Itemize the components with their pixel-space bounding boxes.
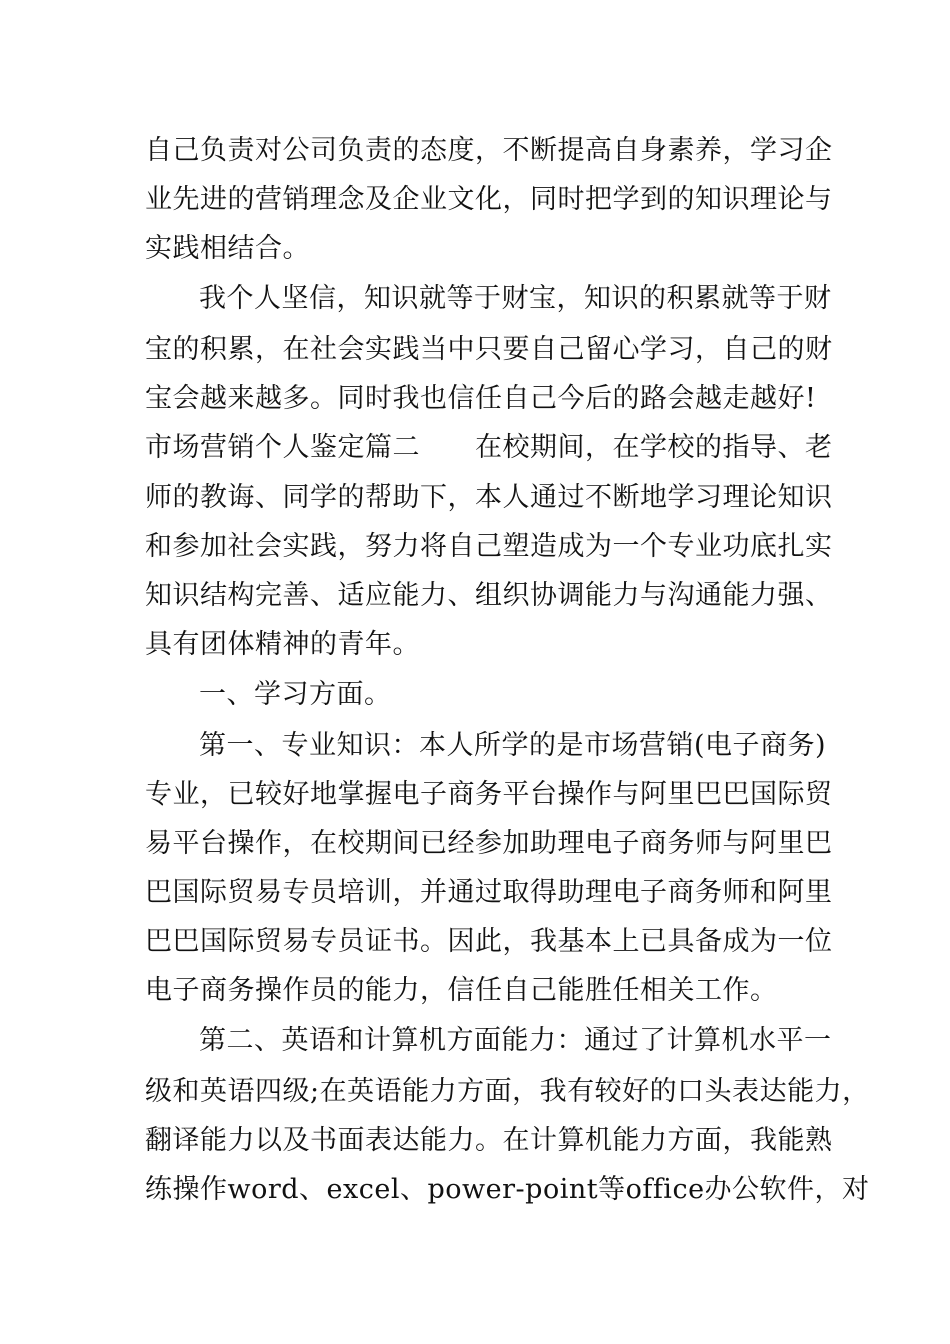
text-line: 师的教诲、同学的帮助下，本人通过不断地学习理论知识 xyxy=(145,482,833,513)
text-line: 业先进的营销理念及企业文化，同时把学到的知识理论与 xyxy=(145,184,833,215)
text-line: 宝会越来越多。同时我也信任自己今后的路会越走越好! xyxy=(145,383,817,414)
text-line: 我个人坚信，知识就等于财宝，知识的积累就等于财 xyxy=(199,283,832,314)
text-line: 知识结构完善、适应能力、组织协调能力与沟通能力强、 xyxy=(145,580,833,611)
text-line: 巴巴国际贸易专员证书。因此，我基本上已具备成为一位 xyxy=(145,926,833,957)
text-line: 宝的积累，在社会实践当中只要自己留心学习，自己的财 xyxy=(145,334,833,365)
subheading-line: 一、学习方面。 xyxy=(199,679,392,710)
text-line: 巴国际贸易专员培训，并通过取得助理电子商务师和阿里 xyxy=(145,877,833,908)
text-line: 具有团体精神的青年。 xyxy=(145,629,420,660)
text-line: 第二、英语和计算机方面能力：通过了计算机水平一 xyxy=(199,1025,832,1056)
section-heading-line: 市场营销个人鉴定篇二 在校期间，在学校的指导、老 xyxy=(145,432,833,463)
text-line: 翻译能力以及书面表达能力。在计算机能力方面，我能熟 xyxy=(145,1125,833,1156)
text-line: 练操作word、excel、power-point等office办公软件，对 xyxy=(145,1174,870,1205)
text-line: 易平台操作，在校期间已经参加助理电子商务师与阿里巴 xyxy=(145,828,833,859)
text-line: 电子商务操作员的能力，信任自己能胜任相关工作。 xyxy=(145,975,778,1006)
text-line: 级和英语四级;在英语能力方面，我有较好的口头表达能力， xyxy=(145,1076,870,1107)
text-line: 和参加社会实践，努力将自己塑造成为一个专业功底扎实 xyxy=(145,531,833,562)
text-line: 实践相结合。 xyxy=(145,233,310,264)
text-line: 专业，已较好地掌握电子商务平台操作与阿里巴巴国际贸 xyxy=(145,779,833,810)
text-line: 第一、专业知识：本人所学的是市场营销(电子商务) xyxy=(199,730,827,761)
text-line: 自己负责对公司负责的态度，不断提高自身素养，学习企 xyxy=(145,135,833,166)
